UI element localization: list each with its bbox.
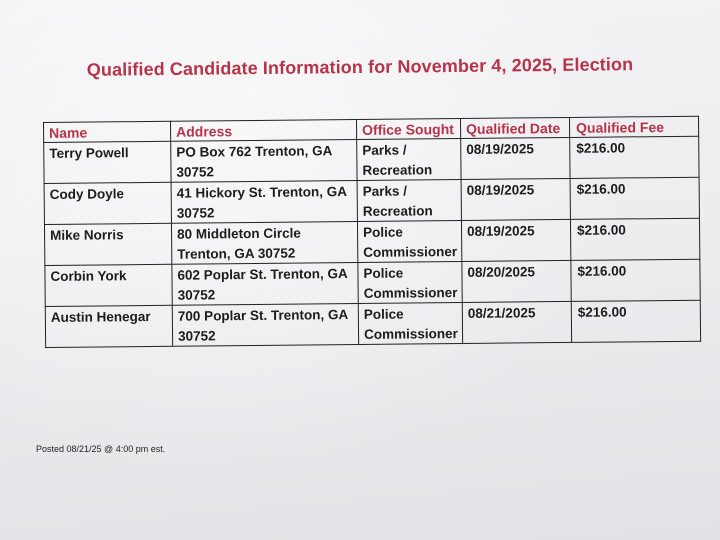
office-line: Commissioner [363,243,458,260]
table-row [44,218,699,265]
cell-office [358,302,462,344]
cell-address [171,139,357,182]
cell-date: 08/20/2025 [462,260,571,302]
cell-name: Cody Doyle [44,182,171,224]
candidate-table-wrapper [43,116,700,348]
office-line: Police [363,224,403,240]
office-line: Police [363,265,404,281]
cell-fee: $216.00 [570,177,699,219]
table-row [45,259,700,306]
cell-fee: $216.00 [571,300,700,342]
cell-date: 08/19/2025 [461,178,570,220]
cell-address [171,221,357,264]
address-line: 80 Middleton Circle [177,225,301,242]
cell-name: Austin Henegar [45,305,172,347]
address-line: 602 Poplar St. Trenton, GA [177,266,348,283]
cell-fee: $216.00 [571,259,700,301]
header-qualified-date: Qualified Date [460,117,569,138]
address-line: 41 Hickory St. Trenton, GA [176,184,348,201]
cell-date: 08/19/2025 [461,137,570,179]
page-title: Qualified Candidate Information for November 4, 2025, Election [86,54,634,80]
cell-name: Terry Powell [44,141,171,183]
header-office-sought: Office Sought [356,118,460,139]
cell-office [357,179,461,221]
address-line: 30752 [177,286,216,303]
candidate-table [43,116,701,348]
address-line: 700 Poplar St. Trenton, GA [177,307,349,324]
header-qualified-fee: Qualified Fee [569,116,698,137]
address-line: 30752 [177,327,216,344]
cell-address [171,180,357,223]
posted-note: Posted 08/21/25 @ 4:00 pm est. [36,444,166,454]
office-line: Commissioner [363,284,458,301]
table-row [45,300,700,347]
office-line: Parks / [362,183,408,199]
address-line: 30752 [176,204,215,221]
office-line: Parks / [362,142,407,158]
office-line: Recreation [362,202,433,219]
cell-date: 08/19/2025 [461,219,570,261]
cell-fee: $216.00 [570,218,699,260]
cell-name: Mike Norris [44,223,171,265]
address-line: 30752 [176,163,215,180]
header-address: Address [170,119,356,141]
cell-fee: $216.00 [570,136,699,178]
cell-office [357,138,461,180]
table-row [44,136,699,183]
cell-name: Corbin York [45,264,172,306]
header-name: Name [44,121,171,142]
cell-address [172,303,358,346]
cell-office [357,220,461,262]
cell-office [358,261,462,303]
office-line: Recreation [362,161,433,178]
address-line: PO Box 762 Trenton, GA [176,143,333,160]
table-row [44,177,699,224]
office-line: Police [363,306,404,322]
office-line: Commissioner [363,325,458,342]
address-line: Trenton, GA 30752 [177,245,296,262]
cell-address [172,262,358,305]
cell-date: 08/21/2025 [462,301,571,343]
